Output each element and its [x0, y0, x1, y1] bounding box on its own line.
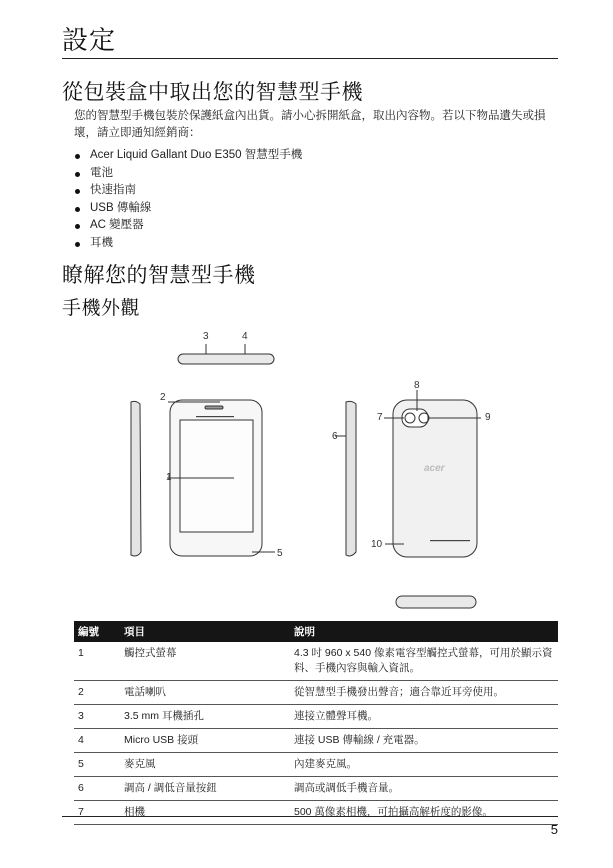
callout-9: 9 [485, 412, 491, 423]
callout-8: 8 [414, 380, 420, 391]
table-row [74, 681, 558, 705]
col-header-desc: 說明 [290, 621, 558, 642]
row-desc: 4.3 吋 960 x 540 像素電容型觸控式螢幕，可用於顯示資 料、手機內容與輸入資訊。 [290, 642, 558, 681]
callout-7: 7 [377, 412, 383, 423]
section-subheading-appearance: 手機外觀 [62, 298, 141, 319]
row-desc: 連接立體聲耳機。 [290, 705, 558, 729]
callout-6: 6 [332, 431, 338, 442]
package-contents-list [74, 147, 302, 253]
list-item: USB 傳輸線 [74, 200, 302, 218]
row-item: 麥克風 [120, 753, 290, 777]
row-no: 5 [74, 753, 120, 777]
table-row [74, 729, 558, 753]
callout-1: 1 [166, 472, 172, 483]
row-item: 調高 / 調低音量按鈕 [120, 777, 290, 801]
section-heading-unbox: 從包裝盒中取出您的智慧型手機 [62, 81, 363, 104]
callout-10: 10 [371, 539, 383, 550]
callout-5: 5 [277, 548, 283, 559]
table-row [74, 642, 558, 681]
row-desc: 從智慧型手機發出聲音；適合靠近耳旁使用。 [290, 681, 558, 705]
callout-2: 2 [160, 392, 166, 403]
row-item: 相機 [120, 801, 290, 825]
row-no: 3 [74, 705, 120, 729]
acer-logo: acer [424, 463, 445, 474]
list-item: AC 變壓器 [74, 217, 302, 235]
table-row [74, 705, 558, 729]
table-row [74, 753, 558, 777]
phone-diagram [0, 320, 613, 620]
list-item: 耳機 [74, 235, 302, 253]
row-desc: 調高或調低手機音量。 [290, 777, 558, 801]
list-item: Acer Liquid Gallant Duo E350 智慧型手機 [74, 147, 302, 165]
row-no: 6 [74, 777, 120, 801]
page-number: 5 [550, 822, 558, 837]
chapter-title: 設定 [62, 24, 558, 59]
row-no: 7 [74, 801, 120, 825]
row-no: 1 [74, 642, 120, 681]
col-header-no: 編號 [74, 621, 120, 642]
table-row [74, 777, 558, 801]
table-row [74, 801, 558, 825]
row-item: 電話喇叭 [120, 681, 290, 705]
row-desc: 500 萬像素相機，可拍攝高解析度的影像。 [290, 801, 558, 825]
row-no: 2 [74, 681, 120, 705]
row-desc: 內建麥克風。 [290, 753, 558, 777]
list-item: 快速指南 [74, 182, 302, 200]
footer-divider [62, 816, 558, 817]
row-item: 3.5 mm 耳機插孔 [120, 705, 290, 729]
section-heading-know-phone: 瞭解您的智慧型手機 [62, 264, 256, 287]
row-no: 4 [74, 729, 120, 753]
callout-4: 4 [242, 331, 248, 342]
callout-3: 3 [203, 331, 209, 342]
col-header-item: 項目 [120, 621, 290, 642]
list-item: 電池 [74, 165, 302, 183]
phone-illustration [0, 320, 613, 620]
spec-table [74, 621, 558, 825]
row-desc: 連接 USB 傳輸線 / 充電器。 [290, 729, 558, 753]
row-item: 觸控式螢幕 [120, 642, 290, 681]
table-header-row [74, 621, 558, 642]
intro-paragraph: 您的智慧型手機包裝於保護紙盒內出貨。請小心拆開紙盒，取出內容物。若以下物品遺失或損壞，請立即通知經銷商： [74, 110, 546, 139]
row-item: Micro USB 接頭 [120, 729, 290, 753]
